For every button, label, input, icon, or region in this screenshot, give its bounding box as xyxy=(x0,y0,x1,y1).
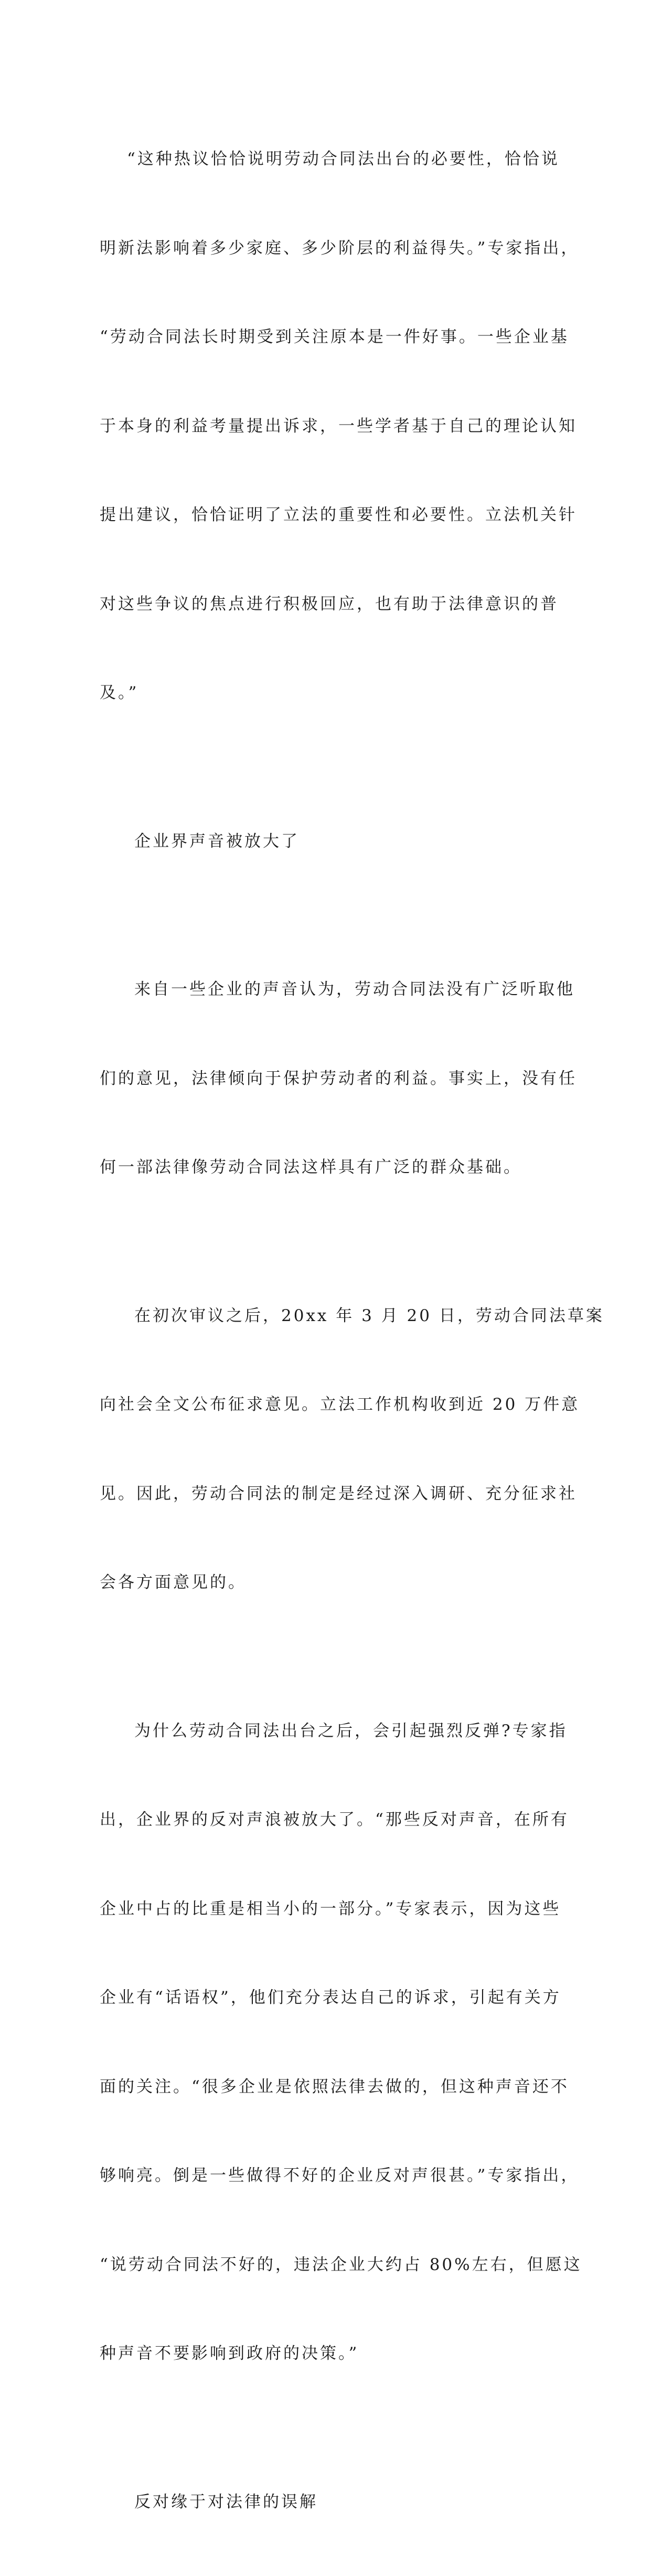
paragraph-line: 够响亮。倒是一些做得不好的企业反对声很甚。”专家指出， xyxy=(100,2161,561,2191)
paragraph-line: 于本身的利益考量提出诉求，一些学者基于自己的理论认知 xyxy=(100,411,561,441)
paragraph-line: 企业有“话语权”，他们充分表达自己的诉求，引起有关方 xyxy=(100,1983,561,2013)
paragraph-line: 出，企业界的反对声浪被放大了。“那些反对声音，在所有 xyxy=(100,1805,561,1835)
section-heading-text: 反对缘于对法律的误解 xyxy=(100,2487,561,2517)
paragraph-line: 何一部法律像劳动合同法这样具有广泛的群众基础。 xyxy=(100,1153,561,1183)
paragraph-line: 们的意见，法律倾向于保护劳动者的利益。事实上，没有任 xyxy=(100,1064,561,1094)
paragraph-line: “劳动合同法长时期受到关注原本是一件好事。一些企业基 xyxy=(100,322,561,352)
paragraph-line: “说劳动合同法不好的，违法企业大约占 80%左右，但愿这 xyxy=(100,2250,561,2280)
paragraph-line: 面的关注。“很多企业是依照法律去做的，但这种声音还不 xyxy=(100,2072,561,2102)
paragraph-line: 对这些争议的焦点进行积极回应，也有助于法律意识的普 xyxy=(100,589,561,619)
document-body xyxy=(100,85,561,2576)
paragraph-line: 及。” xyxy=(100,678,561,708)
paragraph-line: 为什么劳动合同法出台之后，会引起强烈反弹?专家指 xyxy=(100,1716,561,1746)
paragraph-line: 向社会全文公布征求意见。立法工作机构收到近 20 万件意 xyxy=(100,1390,561,1420)
paragraph-line: 种声音不要影响到政府的决策。” xyxy=(100,2339,561,2369)
paragraph-1 xyxy=(100,85,561,767)
document-page xyxy=(0,0,651,921)
paragraph-line: 会各方面意见的。 xyxy=(100,1568,561,1598)
paragraph-3 xyxy=(100,1242,561,1657)
section-heading xyxy=(100,2428,561,2576)
section-heading-text: 企业界声音被放大了 xyxy=(100,827,561,857)
paragraph-line: “这种热议恰恰说明劳动合同法出台的必要性，恰恰说 xyxy=(100,144,561,174)
paragraph-line: 明新法影响着多少家庭、多少阶层的利益得失。”专家指出， xyxy=(100,234,561,263)
paragraph-line: 见。因此，劳动合同法的制定是经过深入调研、充分征求社 xyxy=(100,1479,561,1509)
paragraph-line: 企业中占的比重是相当小的一部分。”专家表示，因为这些 xyxy=(100,1894,561,1924)
paragraph-line: 来自一些企业的声音认为，劳动合同法没有广泛听取他 xyxy=(100,975,561,1005)
paragraph-line: 在初次审议之后，20xx 年 3 月 20 日，劳动合同法草案 xyxy=(100,1301,561,1331)
section-heading xyxy=(100,767,561,916)
paragraph-line: 提出建议，恰恰证明了立法的重要性和必要性。立法机关针 xyxy=(100,500,561,530)
paragraph-4 xyxy=(100,1657,561,2428)
paragraph-2 xyxy=(100,915,561,1242)
